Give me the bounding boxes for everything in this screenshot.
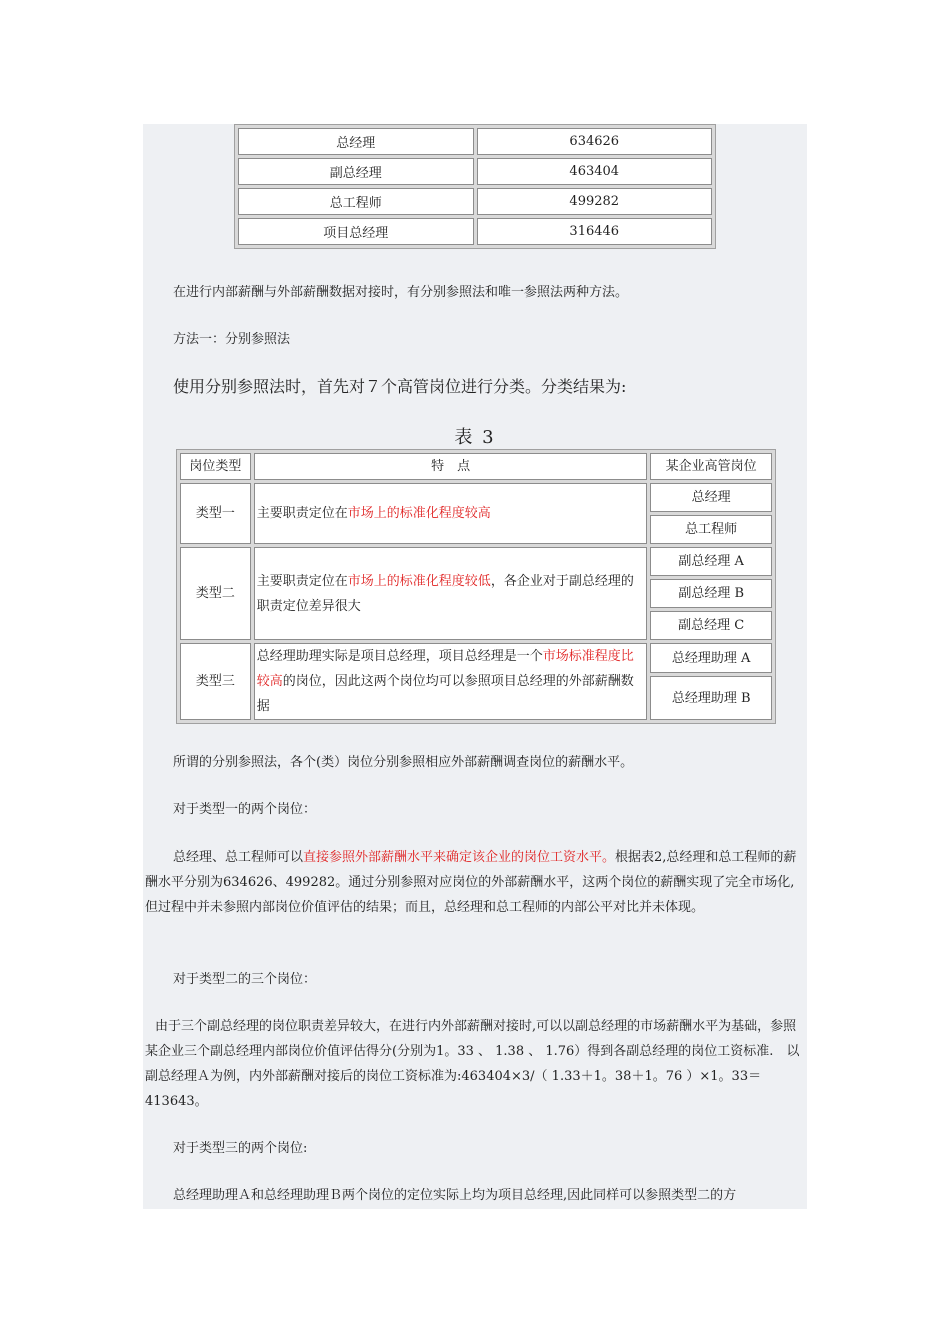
type1-position-1: 总经理: [650, 483, 772, 512]
salary-cell: 499282: [477, 188, 713, 215]
position-cell: 项目总经理: [238, 218, 474, 245]
table-row: [238, 188, 712, 215]
salary-table: [234, 124, 716, 249]
type2-feature-b: ，各企业对于副总经理的职责定位差异很大: [256, 573, 634, 614]
table-row: [238, 128, 712, 155]
type3-feature-highlight: 市场标准程度比较高: [256, 649, 634, 689]
type2-position-2: 副总经理 B: [650, 579, 772, 608]
table-row: [180, 483, 772, 512]
type3-feature-a: 总经理助理实际是项目总经理，项目总经理是一个: [256, 649, 543, 664]
salary-cell: 634626: [477, 128, 713, 155]
type2-position-3: 副总经理 C: [650, 611, 772, 640]
type1-para-b: 根据表2,总经理和总工程师的薪酬水平分别为634626、499282。通过分别参照对应岗位的外部薪酬水平，这两个岗位的薪酬实现了完全市场化,但过程中并未参照内部岗位价值评估的结果；而且，总经理和总工程师的内部公平对比并未体现。: [145, 850, 797, 915]
method1-desc: 使用分别参照法时，首先对７个高管岗位进行分类。分类结果为:: [173, 377, 627, 396]
type2-heading: 对于类型二的三个岗位：: [173, 972, 317, 987]
header-type: 岗位类型: [180, 453, 251, 480]
type1-label: 类型一: [180, 483, 251, 544]
type3-heading: 对于类型三的两个岗位:: [173, 1141, 308, 1156]
type1-heading: 对于类型一的两个岗位：: [173, 802, 317, 817]
type1-position-2: 总工程师: [650, 515, 772, 544]
type2-feature: [254, 547, 648, 640]
type1-feature-highlight: 市场上的标准化程度较高: [347, 506, 491, 521]
type1-feature-a: 主要职责定位在: [256, 506, 348, 521]
type3-position-1: 总经理助理 A: [650, 643, 772, 673]
position-cell: 副总经理: [238, 158, 474, 185]
table-row: [238, 158, 712, 185]
explain-text: 所谓的分别参照法，各个(类）岗位分别参照相应外部薪酬调查岗位的薪酬水平。: [173, 755, 634, 770]
classification-table: [176, 449, 776, 724]
type3-position-2: 总经理助理 B: [650, 676, 772, 720]
type1-paragraph: [145, 845, 805, 920]
type3-label: 类型三: [180, 643, 251, 720]
type1-feature: [254, 483, 648, 544]
table-row: [180, 643, 772, 673]
type3-feature-b: 的岗位，因此这两个岗位均可以参照项目总经理的外部薪酬数据: [256, 674, 634, 714]
salary-cell: 316446: [477, 218, 713, 245]
type2-label: 类型二: [180, 547, 251, 640]
position-cell: 总工程师: [238, 188, 474, 215]
type1-para-a: 总经理、总工程师可以: [173, 850, 304, 865]
table3-caption: 表 3: [454, 427, 496, 448]
type1-para-highlight: 直接参照外部薪酬水平来确定该企业的岗位工资水平。: [303, 850, 616, 865]
method1-title: 方法一：分别参照法: [173, 332, 291, 347]
intro-text: 在进行内部薪酬与外部薪酬数据对接时，有分别参照法和唯一参照法两种方法。: [173, 285, 629, 300]
header-feature: 特 点: [254, 453, 648, 480]
header-positions: 某企业高管岗位: [650, 453, 772, 480]
type2-feature-a: 主要职责定位在: [256, 573, 348, 589]
type3-feature: [254, 643, 648, 720]
table-row: [238, 218, 712, 245]
type2-paragraph: 由于三个副总经理的岗位职责差异较大，在进行内外部薪酬对接时,可以以副总经理的市场薪酬水平为基础，参照某企业三个副总经理内部岗位价值评估得分(分别为1。33 、 1.38 、 1.76）得到各副总经理的岗位工资标准. 以副总经理Ａ为例，内外部薪酬对接后的岗位工资标准为:463404×3/（ 1.33＋1。38＋1。76 ）×1。33＝ 413643。: [145, 1019, 800, 1109]
position-cell: 总经理: [238, 128, 474, 155]
salary-cell: 463404: [477, 158, 713, 185]
table-header-row: [180, 453, 772, 480]
type3-paragraph: 总经理助理Ａ和总经理助理Ｂ两个岗位的定位实际上均为项目总经理,因此同样可以参照类型二的方: [173, 1188, 737, 1203]
table-row: [180, 547, 772, 576]
type2-feature-highlight: 市场上的标准化程度较低: [347, 573, 491, 589]
type2-position-1: 副总经理 A: [650, 547, 772, 576]
